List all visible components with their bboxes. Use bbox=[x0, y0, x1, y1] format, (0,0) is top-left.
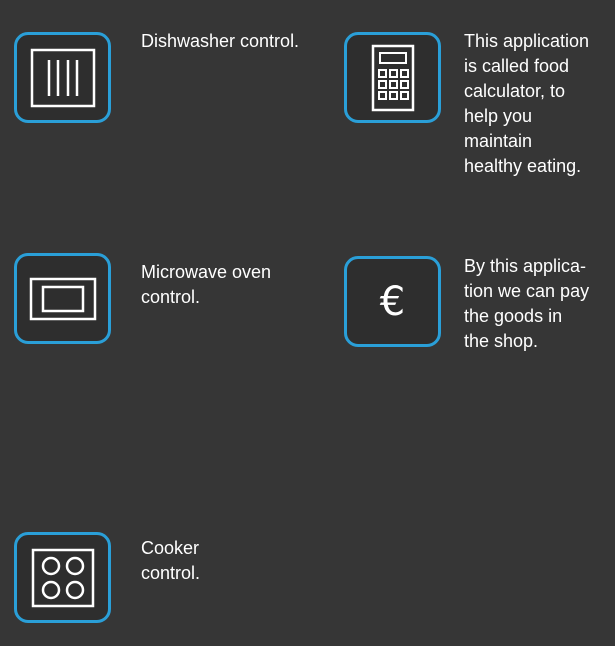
dishwasher-app-button[interactable] bbox=[14, 32, 111, 123]
cooker-description: Cooker control. bbox=[141, 538, 201, 583]
payment-app-button[interactable] bbox=[344, 256, 441, 347]
food-calculator-app-button[interactable] bbox=[344, 32, 441, 123]
dishwasher-icon bbox=[30, 48, 96, 108]
cooker-icon bbox=[31, 548, 95, 608]
food-calculator-description: This application is called food calculator, to help you maintain healthy eating. bbox=[464, 31, 590, 176]
calculator-icon bbox=[371, 44, 415, 112]
microwave-icon bbox=[29, 277, 97, 321]
payment-description: By this applica- tion we can pay the goods in the shop. bbox=[464, 256, 590, 351]
cooker-app-button[interactable] bbox=[14, 532, 111, 623]
euro-icon: € bbox=[379, 278, 406, 325]
microwave-app-button[interactable] bbox=[14, 253, 111, 344]
dishwasher-description: Dishwasher control. bbox=[141, 31, 300, 51]
microwave-description: Microwave oven control. bbox=[141, 262, 272, 307]
